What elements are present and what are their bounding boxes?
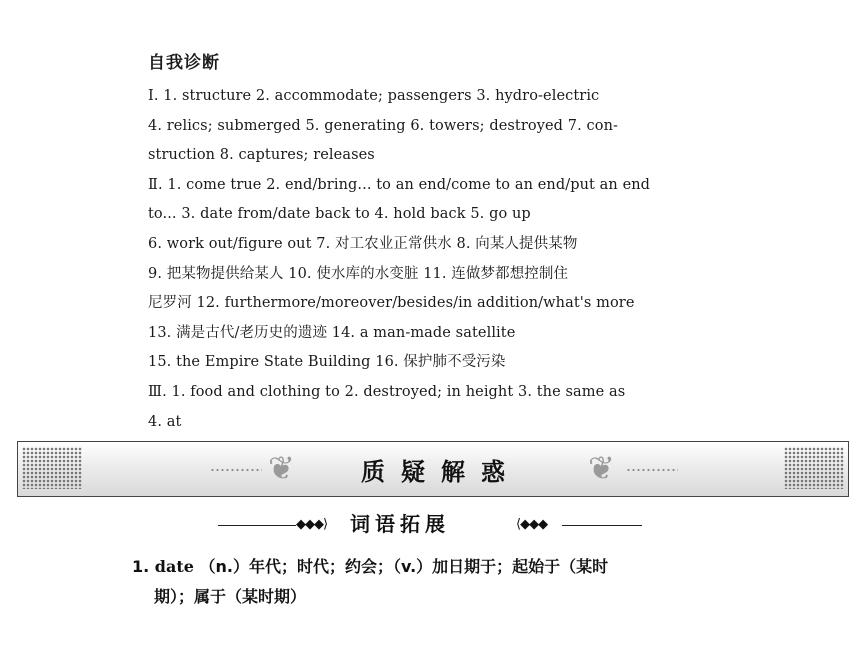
answer-line: to... 3. date from/date back to 4. hold back 5. go up <box>148 206 531 223</box>
answer-line: 4. at <box>148 413 182 430</box>
entry-definition: （n.）年代；时代；约会；（v.）加日期于；起始于（某时 <box>199 557 609 576</box>
answer-line: 13. 满是古代/老历史的遗迹 14. a man-made satellite <box>148 324 516 341</box>
flourish-ornament-icon: ❦ <box>588 449 615 487</box>
answer-line: 4. relics; submerged 5. generating 6. towers; destroyed 7. con- <box>148 117 619 134</box>
answer-line: 6. work out/figure out 7. 对工农业正常供水 8. 向某人提供某物 <box>148 235 578 252</box>
section-heading: 自我诊断 <box>148 53 220 73</box>
answer-line: Ⅲ. 1. food and clothing to 2. destroyed; in height 3. the same as <box>148 383 626 400</box>
dot-pattern-decoration <box>784 447 844 489</box>
answer-line: 尼罗河 12. furthermore/moreover/besides/in addition/what's more <box>148 295 635 312</box>
entry-line <box>132 552 732 582</box>
diamond-ornament-icon: ◆◆◆⟩ <box>296 517 328 532</box>
banner-title: 质疑解惑 <box>361 458 521 486</box>
subtitle-rule-right <box>562 525 642 526</box>
answer-line: 15. the Empire State Building 16. 保护肺不受污染 <box>148 354 506 371</box>
answer-line: struction 8. captures; releases <box>148 147 375 164</box>
section-banner <box>17 441 849 497</box>
answer-key <box>148 82 738 437</box>
entry-definition-continued: 期）；属于（某时期） <box>154 587 307 606</box>
answer-line: Ⅱ. 1. come true 2. end/bring... to an end/come to an end/put an end <box>148 176 651 193</box>
entry-number: 1. <box>132 557 150 576</box>
dotted-line-decoration <box>626 468 678 472</box>
answer-line: Ⅰ. 1. structure 2. accommodate; passengers 3. hydro-electric <box>148 88 600 104</box>
flourish-ornament-icon: ❦ <box>268 449 295 487</box>
subsection-title: 词语拓展 <box>350 512 450 536</box>
diamond-ornament-icon: ⟨◆◆◆ <box>516 517 548 532</box>
vocabulary-entry <box>132 552 732 612</box>
subtitle-rule-left <box>218 525 296 526</box>
entry-word: date <box>154 557 194 576</box>
answer-line: 9. 把某物提供给某人 10. 使水库的水变脏 11. 连做梦都想控制住 <box>148 265 569 282</box>
